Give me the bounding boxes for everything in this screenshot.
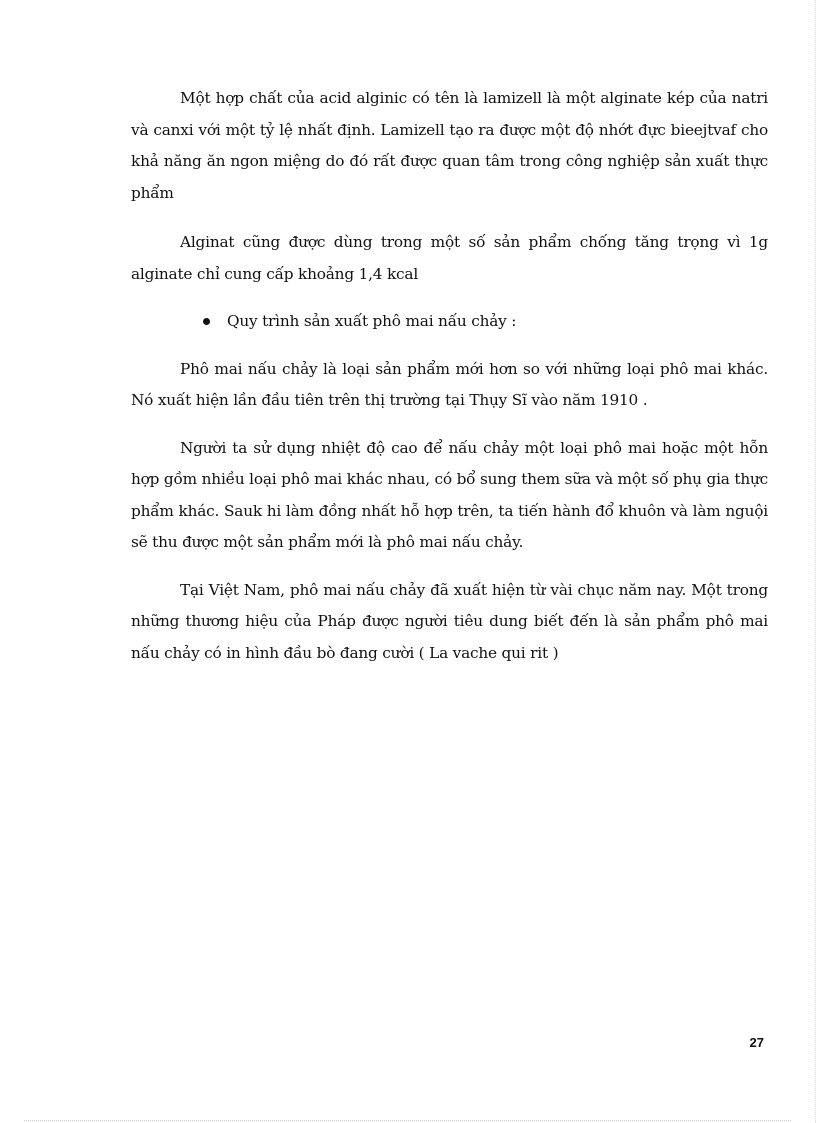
paragraph-alginat: Alginat cũng được dùng trong một số sản phẩm chống tăng trọng vì 1g alginate chỉ cung cấp khoảng 1,4 kcal: [131, 233, 768, 283]
paragraph-lamizell: Một hợp chất của acid alginic có tên là lamizell là một alginate kép của natri và canxi với một tỷ lệ nhất định. Lamizell tạo ra được một độ nhớt đực bieejtvaf cho khả năng ăn ngon miệng do đó rất được quan tâm trong công nghiệp sản xuất thực phẩm: [131, 89, 768, 202]
page-content: [131, 83, 768, 669]
bullet-dot-icon: [203, 318, 210, 325]
footer-divider: [24, 1120, 791, 1121]
paragraph-production: Người ta sử dụng nhiệt độ cao để nấu chảy một loại phô mai hoặc một hỗn hợp gồm nhiều loại phô mai khác nhau, có bổ sung them sữa và một số phụ gia thực phẩm khác. Sauk hi làm đồng nhất hỗ hợp trên, ta tiến hành đổ khuôn và làm nguội sẽ thu được một sản phẩm mới là phô mai nấu chảy.: [131, 438, 768, 551]
bullet-item-process: [131, 306, 768, 338]
paragraph-vietnam: Tại Việt Nam, phô mai nấu chảy đã xuất hiện từ vài chục năm nay. Một trong những thương hiệu của Pháp được người tiêu dung biết đến là sản phẩm phô mai nấu chảy có in hình đầu bò đang cười ( La vache qui rit ): [131, 580, 768, 662]
paragraph-definition: Phô mai nấu chảy là loại sản phẩm mới hơn so với những loại phô mai khác. Nó xuất hiện lần đầu tiên trên thị trường tại Thụy Sĩ vào năm 1910 .: [131, 359, 768, 409]
page-number: 27: [749, 1035, 764, 1050]
bullet-heading: Quy trình sản xuất phô mai nấu chảy :: [227, 312, 517, 330]
